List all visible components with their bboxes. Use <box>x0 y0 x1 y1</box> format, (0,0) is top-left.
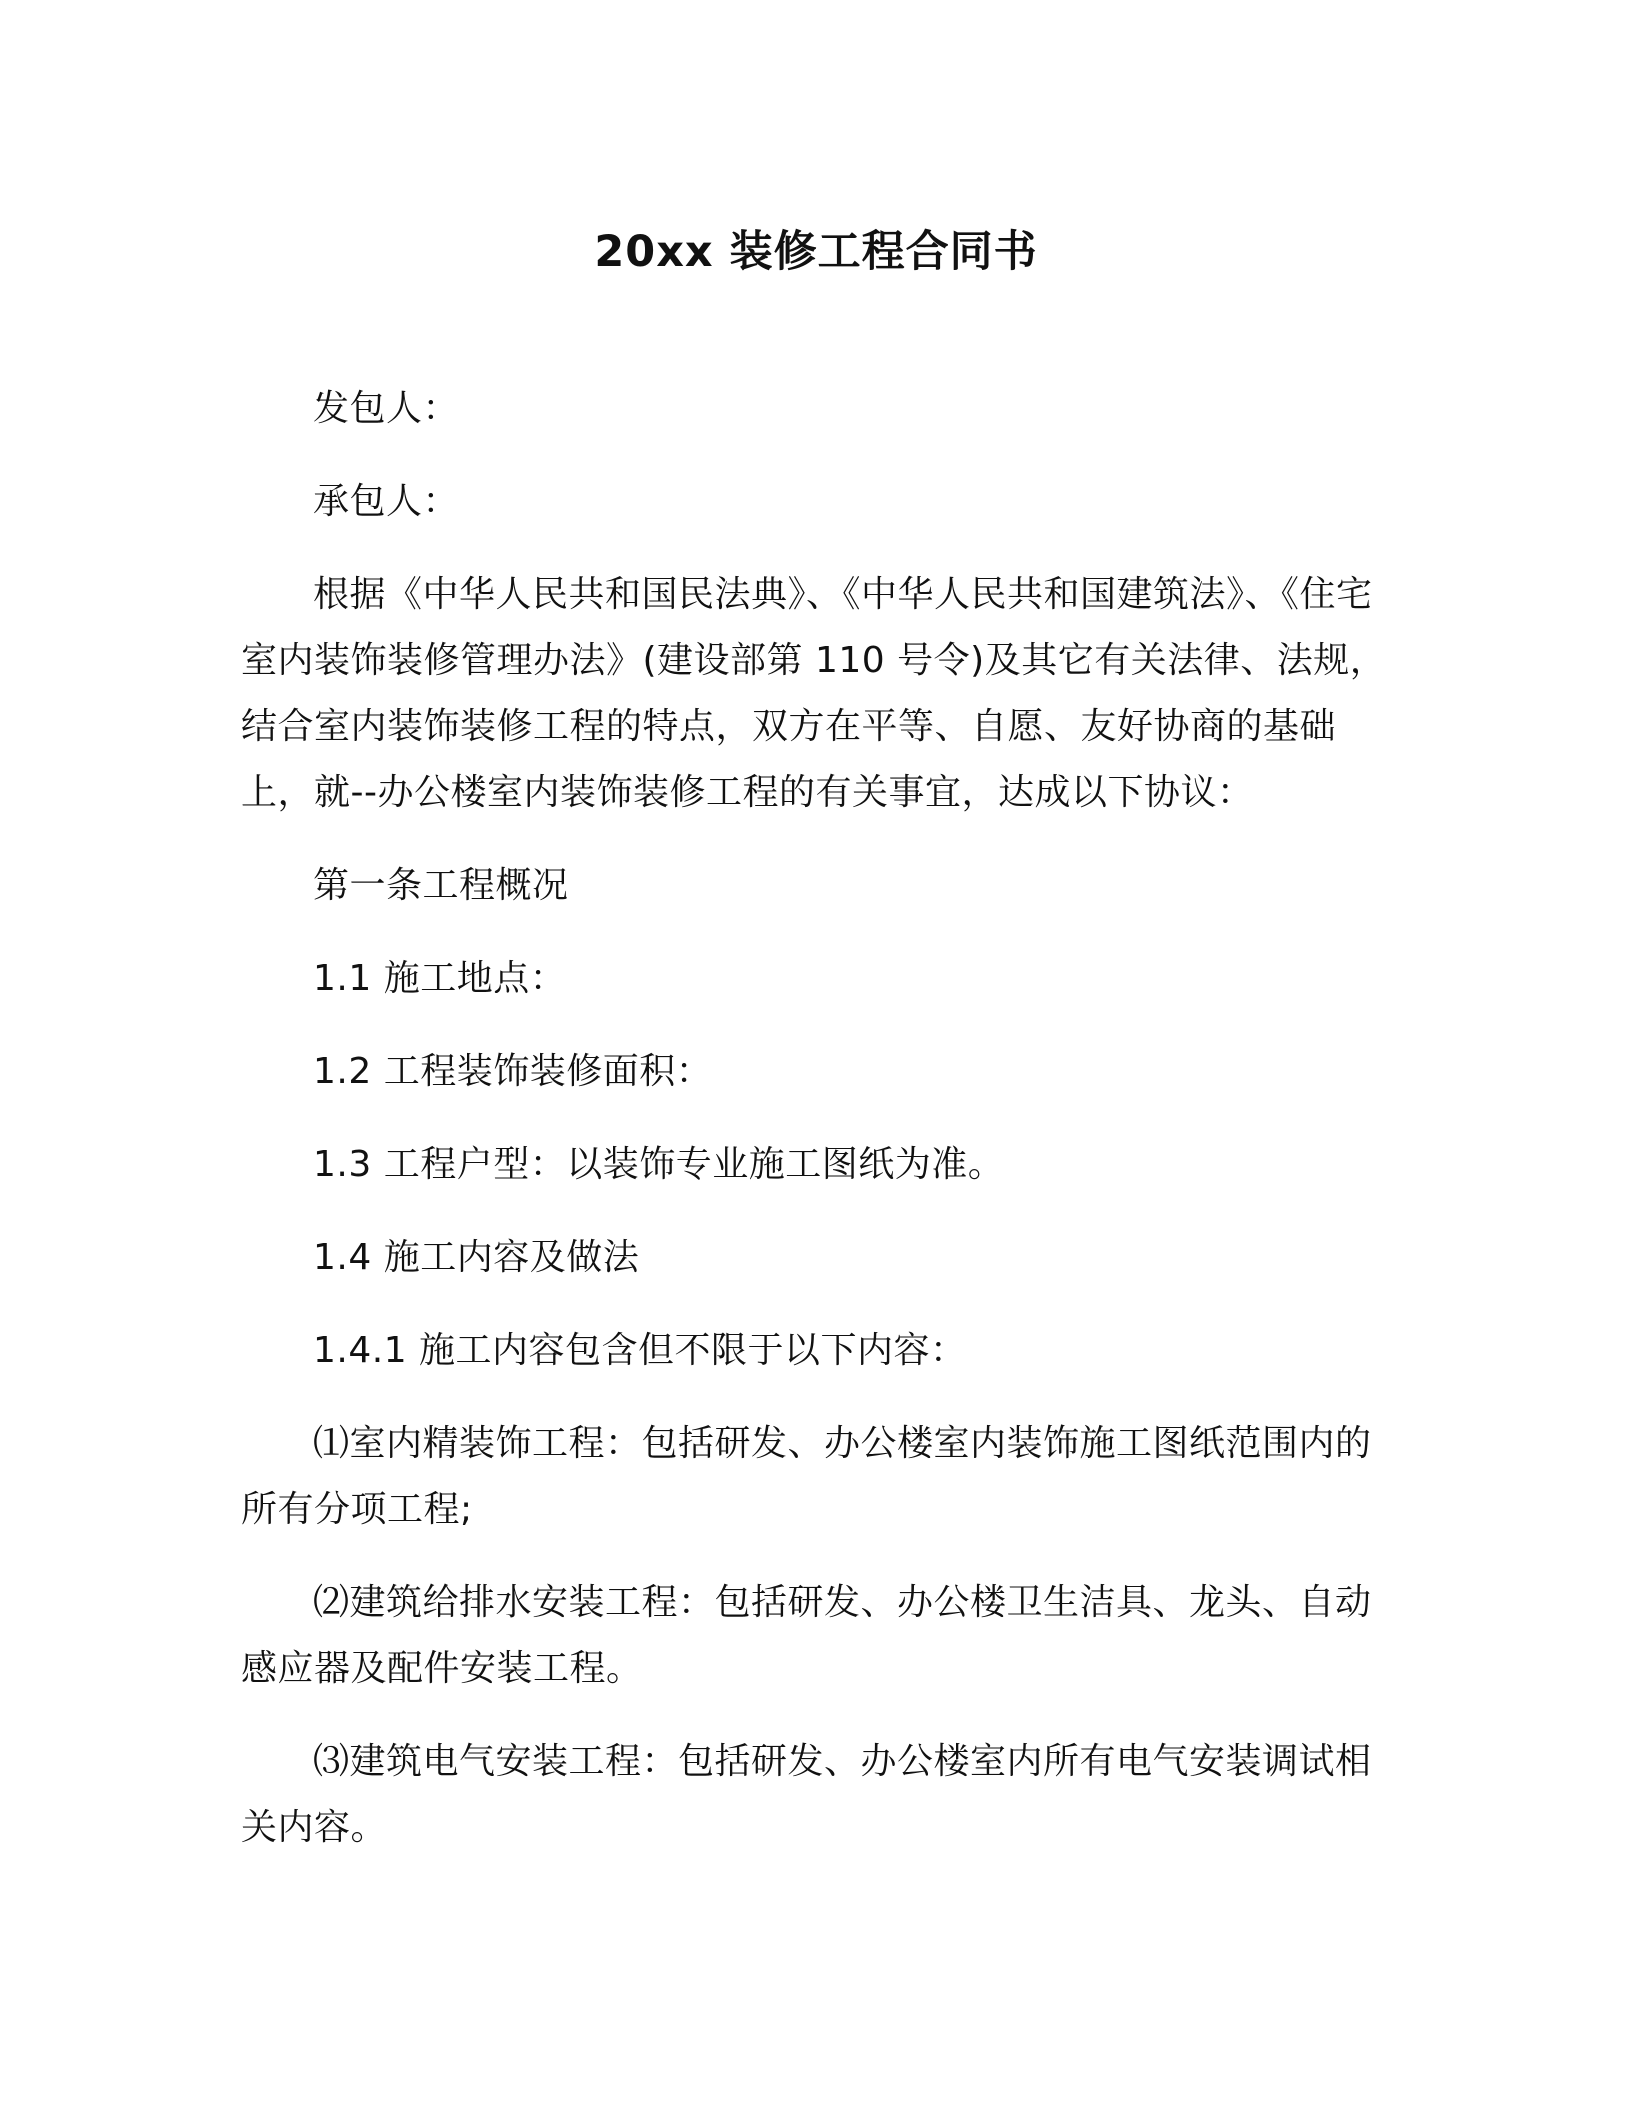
item-1-interior-finishing: ⑴室内精装饰工程：包括研发、办公楼室内装饰施工图纸范围内的所有分项工程; <box>241 1423 1372 1530</box>
clause-legal-basis: 根据《中华人民共和国民法典》、《中华人民共和国建筑法》、《住宅室内装饰装修管理办法》(建设部第 110 号令)及其它有关法律、法规，结合室内装饰装修工程的特点，双方在平等、自愿、友好协商的基础上，就--办公楼室内装饰装修工程的有关事宜，达成以下协议： <box>241 574 1387 813</box>
clause-1-1: 1.1 施工地点： <box>313 958 567 999</box>
item-3-electrical: ⑶建筑电气安装工程：包括研发、办公楼室内所有电气安装调试相关内容。 <box>241 1741 1372 1848</box>
clause-1-2: 1.2 工程装饰装修面积： <box>313 1051 713 1092</box>
clause-1-3: 1.3 工程户型：以装饰专业施工图纸为准。 <box>313 1144 1005 1185</box>
clause-1-4-1: 1.4.1 施工内容包含但不限于以下内容： <box>313 1330 967 1371</box>
item-2-plumbing: ⑵建筑给排水安装工程：包括研发、办公楼卫生洁具、龙头、自动感应器及配件安装工程。 <box>241 1582 1372 1689</box>
article-1-heading: 第一条工程概况 <box>313 865 569 906</box>
document-body <box>241 376 1391 1888</box>
clause-contractor: 承包人： <box>313 481 460 522</box>
clause-1-4: 1.4 施工内容及做法 <box>313 1237 640 1278</box>
clause-employer: 发包人： <box>313 388 460 429</box>
document-title: 20xx 装修工程合同书 <box>594 227 1038 277</box>
